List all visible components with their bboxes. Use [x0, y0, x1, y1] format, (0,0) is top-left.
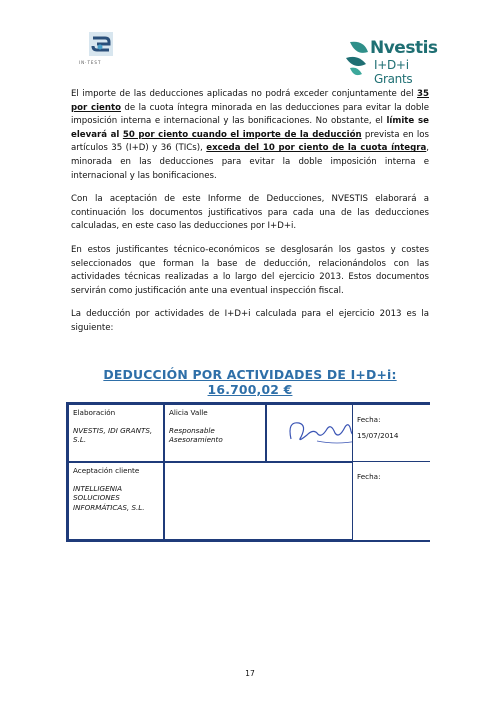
deduction-result-heading: DEDUCCIÓN POR ACTIVIDADES DE I+D+i: 16.700,02 €	[103, 367, 397, 397]
date-value-1: 15/07/2014	[357, 431, 399, 440]
responsible-name: Alicia Valle	[169, 408, 208, 417]
elaboracion-label: Elaboración	[73, 408, 116, 417]
date-label-2: Fecha:	[357, 472, 381, 481]
cell-elaboracion	[68, 404, 164, 462]
in-test-logo-icon	[75, 30, 131, 62]
paragraph-deduction-limit: El importe de las deducciones aplicadas no podrá exceder conjuntamente del 35 por ciento de la cuota íntegra minorada en las deducciones para evitar la doble imposición interna e internacional y las bonificaciones. No obstante, el límite se elevará al 50 por ciento cuando el importe de la deducción prevista en los artículos 35 (I+D) y 36 (TICs), exceda del 10 por ciento de la cuota íntegra, minorada en las deducciones para evitar la doble imposición interna e internacional y las bonificaciones.	[71, 89, 429, 181]
paragraph-acceptance: Con la aceptación de este Informe de Deducciones, NVESTIS elaborará a continuación los documentos justificativos para cada una de las deducciones calculadas, en este caso las deducciones por I+D+i.	[71, 194, 429, 232]
nvestis-logo	[344, 38, 438, 86]
nvestis-wordmark: Nvestis	[370, 38, 438, 58]
document-body	[71, 88, 429, 346]
elaboracion-org: NVESTIS, IDI GRANTS, S.L.	[73, 425, 153, 445]
in-test-logo	[75, 30, 131, 72]
responsible-position: Responsable Asesoramiento	[169, 425, 223, 445]
in-test-tagline: IN·TEST	[79, 60, 102, 65]
paragraph-calculated-deduction: La deducción por actividades de I+D+i calculada para el ejercicio 2013 es la siguiente:	[71, 309, 429, 333]
date-cell-2	[352, 461, 430, 540]
nvestis-subtitle: I+D+i Grants	[374, 58, 413, 86]
cell-aceptacion	[68, 462, 164, 540]
nvestis-leaf-icon	[344, 38, 372, 78]
date-cell-1	[352, 405, 430, 461]
paragraph-justification: En estos justificantes técnico-económicos se desglosarán los gastos y costes seleccionados que forman la base de deducción, relacionándolos con las actividades técnicas realizadas a lo largo del ejercicio 2013. Estos documentos servirán como justificación ante una eventual inspección fiscal.	[71, 244, 429, 296]
cell-responsible	[164, 404, 266, 462]
aceptacion-label: Aceptación cliente	[73, 466, 140, 475]
client-org: INTELLIGENIA SOLUCIONES INFORMÁTICAS, S.L.	[73, 483, 145, 512]
page-number: 17	[245, 669, 255, 678]
date-label-1b: Fecha:	[357, 415, 381, 424]
